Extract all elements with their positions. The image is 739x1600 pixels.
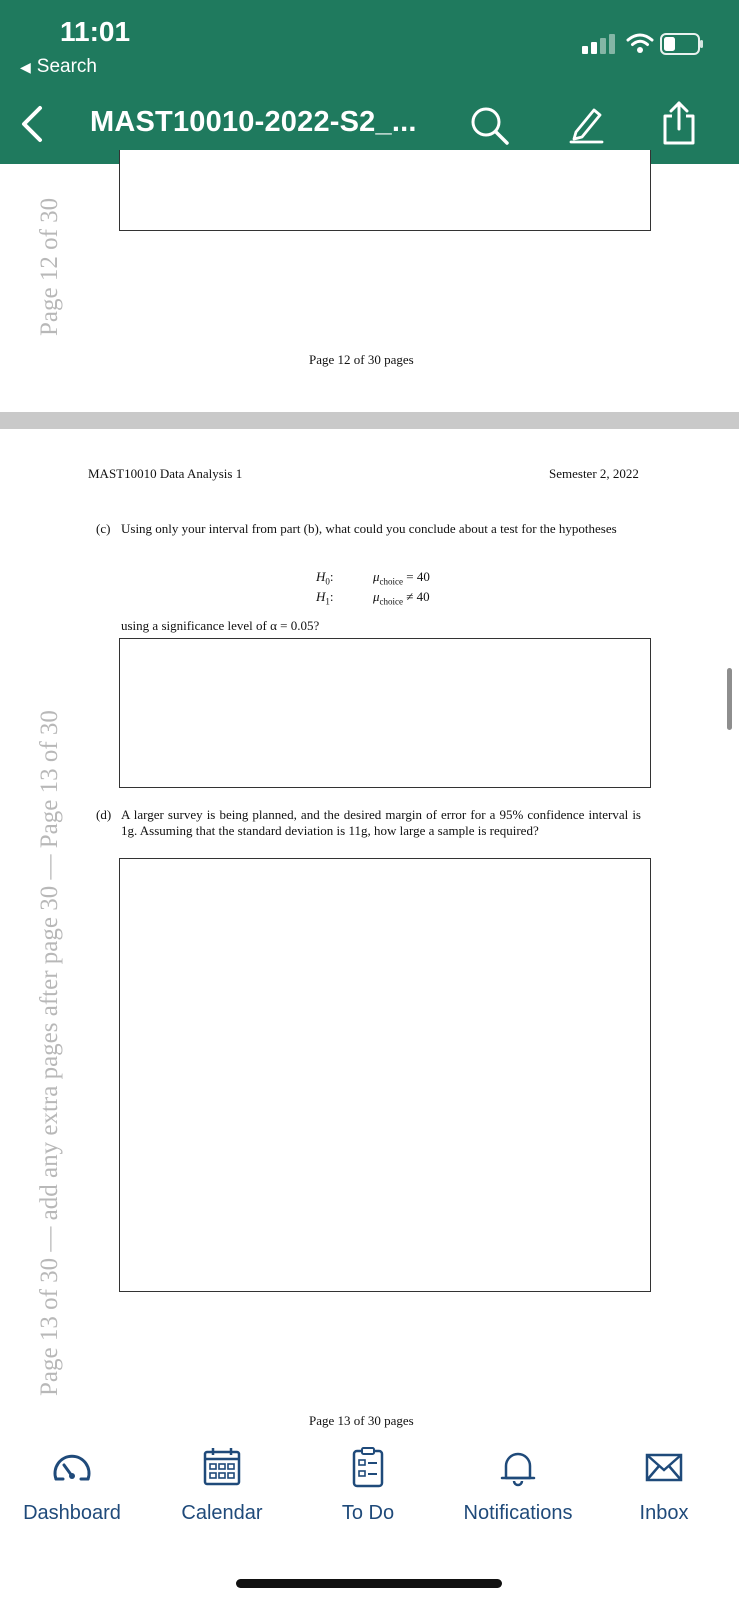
h0-subscript: 0 bbox=[325, 576, 330, 587]
document-title: MAST10010-2022-S2_... bbox=[90, 106, 417, 138]
question-d-text: A larger survey is being planned, and the desired margin of error for a 95% confidence interval is 1g. Assuming that the standard deviation is 11g, how large a sample is required? bbox=[121, 807, 641, 838]
h1-symbol: H bbox=[316, 589, 326, 604]
tab-calendar-label: Calendar bbox=[181, 1502, 263, 1524]
tab-todo-label: To Do bbox=[341, 1502, 395, 1524]
chevron-left-icon[interactable] bbox=[16, 104, 46, 144]
h0-mu: μ bbox=[373, 569, 380, 584]
back-triangle-icon: ◀ bbox=[20, 58, 31, 75]
tab-calendar[interactable] bbox=[152, 1440, 292, 1540]
question-c-label: (c) bbox=[96, 521, 111, 536]
bottom-tab-bar bbox=[0, 1440, 739, 1600]
scrollbar-thumb[interactable] bbox=[727, 668, 732, 730]
share-icon[interactable] bbox=[660, 100, 698, 146]
question-d-label: (d) bbox=[96, 807, 112, 822]
question-d-answer-box[interactable] bbox=[119, 858, 651, 1292]
hypothesis-h0-statement bbox=[373, 569, 430, 587]
annotate-pen-icon[interactable] bbox=[568, 104, 604, 144]
hypothesis-h0 bbox=[316, 569, 334, 587]
page-separator bbox=[0, 412, 739, 429]
tab-notifications[interactable] bbox=[448, 1440, 588, 1540]
h0-relation: = 40 bbox=[406, 569, 430, 584]
hypothesis-h1 bbox=[316, 589, 334, 607]
question-c-answer-box[interactable] bbox=[119, 638, 651, 788]
h0-colon: : bbox=[329, 569, 334, 584]
tab-todo[interactable] bbox=[298, 1440, 438, 1540]
h1-subscript: 1 bbox=[325, 596, 330, 607]
h1-colon: : bbox=[329, 589, 334, 604]
dashboard-icon bbox=[51, 1446, 93, 1488]
tab-inbox[interactable] bbox=[594, 1440, 734, 1540]
page12-answer-box[interactable] bbox=[119, 150, 651, 231]
wifi-icon bbox=[626, 32, 654, 54]
back-to-search-label: Search bbox=[36, 56, 97, 77]
todo-icon bbox=[347, 1446, 389, 1488]
tab-inbox-label: Inbox bbox=[639, 1502, 689, 1524]
calendar-icon bbox=[201, 1446, 243, 1488]
page12-footer: Page 12 of 30 pages bbox=[309, 352, 414, 367]
page13-footer: Page 13 of 30 pages bbox=[309, 1413, 414, 1428]
page13-header-semester: Semester 2, 2022 bbox=[549, 466, 639, 481]
app-header bbox=[0, 0, 739, 164]
tab-dashboard-label: Dashboard bbox=[23, 1502, 121, 1524]
tab-dashboard[interactable] bbox=[2, 1440, 142, 1540]
home-indicator[interactable] bbox=[236, 1579, 502, 1588]
hypothesis-h1-statement bbox=[373, 589, 430, 607]
tab-notifications-label: Notifications bbox=[463, 1502, 573, 1524]
inbox-icon bbox=[643, 1446, 685, 1488]
question-c-followup: using a significance level of α = 0.05? bbox=[121, 618, 320, 633]
page12-side-text: Page 12 of 30 bbox=[36, 197, 63, 336]
back-to-search[interactable] bbox=[20, 56, 97, 78]
h1-mu-subscript: choice bbox=[379, 596, 404, 607]
bell-icon bbox=[497, 1446, 539, 1488]
battery-icon bbox=[660, 33, 704, 55]
cellular-signal-icon bbox=[582, 34, 616, 54]
page13-header-course: MAST10010 Data Analysis 1 bbox=[88, 466, 243, 481]
h0-symbol: H bbox=[316, 569, 326, 584]
search-icon[interactable] bbox=[470, 106, 510, 146]
page13-side-text: Page 13 of 30 — add any extra pages after page 30 — Page 13 of 30 bbox=[36, 710, 63, 1396]
status-time: 11:01 bbox=[60, 16, 131, 47]
question-c-text: Using only your interval from part (b), what could you conclude about a test for the hypotheses bbox=[121, 521, 617, 536]
h1-relation: ≠ 40 bbox=[406, 589, 430, 604]
h0-mu-subscript: choice bbox=[379, 576, 404, 587]
h1-mu: μ bbox=[373, 589, 380, 604]
